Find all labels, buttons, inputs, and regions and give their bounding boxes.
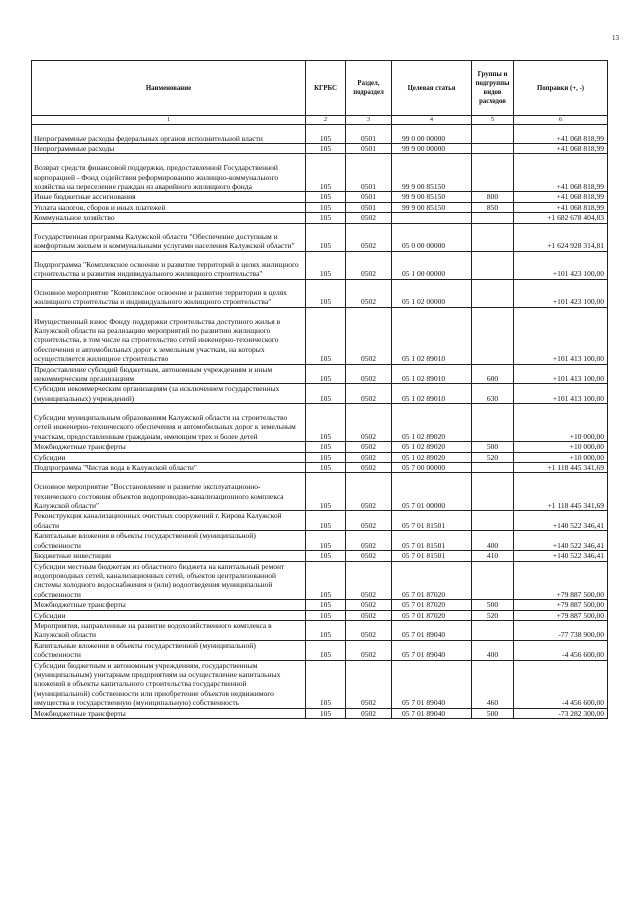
table-row (32, 213, 608, 223)
cell-amount: +79 887 500,00 (514, 610, 608, 620)
column-header-section: Раздел, подраздел (346, 61, 392, 116)
cell-name: Основное мероприятие "Восстановление и развитие эксплуатационно-технического состояния объектов водопроводно-канализационного комплекса Калужской области" (32, 473, 306, 511)
cell-section: 0502 (346, 442, 392, 452)
cell-section: 0502 (346, 511, 392, 531)
cell-amount: +101 413 100,00 (514, 384, 608, 404)
cell-target-article: 05 7 01 87020 (392, 610, 472, 620)
cell-target-article: 99 9 00 85150 (392, 202, 472, 212)
cell-name: Мероприятия, направленные на развитие водохозяйственного комплекса в Калужской области (32, 620, 306, 640)
cell-name: Подпрограмма "Комплексное освоение и развитие территорий в целях жилищного строительства и развития индивидуального жилищного строительства" (32, 251, 306, 279)
cell-name: Подпрограмма "Чистая вода в Калужской области" (32, 463, 306, 473)
cell-name: Непрограммные расходы федеральных органов исполнительной власти (32, 125, 306, 144)
cell-target-article: 05 7 01 00000 (392, 473, 472, 511)
cell-amount: +101 413 100,00 (514, 364, 608, 384)
cell-expense-group: 500 (472, 600, 514, 610)
cell-section: 0502 (346, 223, 392, 251)
cell-section: 0502 (346, 279, 392, 307)
cell-section: 0502 (346, 473, 392, 511)
column-header-group: Группы и подгруппы видов расходов (472, 61, 514, 116)
cell-target-article: 05 7 00 00000 (392, 463, 472, 473)
cell-name: Субсидии некоммерческим организациям (за исключением государственных (муниципальных) учреждений) (32, 384, 306, 404)
column-number: 6 (514, 116, 608, 125)
cell-section: 0502 (346, 600, 392, 610)
cell-kgrbs: 105 (306, 561, 346, 600)
cell-expense-group (472, 511, 514, 531)
table-row (32, 640, 608, 660)
cell-section: 0502 (346, 307, 392, 364)
table-row (32, 442, 608, 452)
cell-target-article: 05 1 02 89010 (392, 364, 472, 384)
table-row (32, 192, 608, 202)
cell-expense-group: 600 (472, 364, 514, 384)
cell-kgrbs: 105 (306, 213, 346, 223)
column-number: 3 (346, 116, 392, 125)
cell-amount: +10 000,00 (514, 452, 608, 462)
column-number: 5 (472, 116, 514, 125)
cell-amount: +1 118 445 341,69 (514, 463, 608, 473)
cell-section: 0501 (346, 154, 392, 192)
cell-name: Межбюджетные трансферты (32, 708, 306, 718)
cell-kgrbs: 105 (306, 708, 346, 718)
cell-amount: +1 682 678 404,83 (514, 213, 608, 223)
cell-target-article: 05 0 00 00000 (392, 223, 472, 251)
cell-expense-group: 400 (472, 640, 514, 660)
cell-name: Основное мероприятие "Комплексное освоение и развитие территории в целях жилищного строительства и индивидуального жилищного строительства" (32, 279, 306, 307)
column-header-kgrbs: КГРБС (306, 61, 346, 116)
cell-expense-group (472, 223, 514, 251)
cell-kgrbs: 105 (306, 452, 346, 462)
table-row (32, 125, 608, 144)
cell-name: Капитальные вложения в объекты государственной (муниципальной) собственности (32, 640, 306, 660)
cell-expense-group: 520 (472, 452, 514, 462)
table-row (32, 511, 608, 531)
cell-kgrbs: 105 (306, 442, 346, 452)
column-number-row (32, 116, 608, 125)
cell-expense-group (472, 620, 514, 640)
cell-section: 0501 (346, 192, 392, 202)
cell-kgrbs: 105 (306, 279, 346, 307)
cell-expense-group (472, 213, 514, 223)
cell-target-article: 05 7 01 81501 (392, 511, 472, 531)
cell-target-article: 99 9 00 85150 (392, 154, 472, 192)
table-row (32, 620, 608, 640)
cell-section: 0502 (346, 640, 392, 660)
cell-amount: +41 068 818,99 (514, 154, 608, 192)
cell-target-article: 05 7 01 89040 (392, 708, 472, 718)
cell-name: Коммунальное хозяйство (32, 213, 306, 223)
cell-section: 0502 (346, 551, 392, 561)
cell-kgrbs: 105 (306, 154, 346, 192)
header-row (32, 61, 608, 116)
cell-section: 0502 (346, 452, 392, 462)
cell-section: 0501 (346, 144, 392, 154)
cell-target-article: 05 7 01 87020 (392, 600, 472, 610)
cell-expense-group: 460 (472, 660, 514, 708)
cell-target-article: 05 1 02 00000 (392, 279, 472, 307)
cell-expense-group: 410 (472, 551, 514, 561)
cell-section: 0502 (346, 620, 392, 640)
cell-expense-group (472, 125, 514, 144)
column-number: 4 (392, 116, 472, 125)
cell-kgrbs: 105 (306, 660, 346, 708)
table-row (32, 202, 608, 212)
cell-amount: +1 118 445 341,69 (514, 473, 608, 511)
table-row (32, 561, 608, 600)
cell-name: Бюджетные инвестиции (32, 551, 306, 561)
cell-target-article: 05 1 02 89010 (392, 384, 472, 404)
table-row (32, 708, 608, 718)
cell-name: Капитальные вложения в объекты государственной (муниципальной) собственности (32, 531, 306, 551)
cell-expense-group (472, 144, 514, 154)
table-row (32, 144, 608, 154)
cell-expense-group (472, 463, 514, 473)
cell-expense-group (472, 561, 514, 600)
cell-amount: +101 423 100,00 (514, 251, 608, 279)
cell-name: Субсидии муниципальным образованиям Калужской области на строительство сетей инженерно-технического обеспечения и автомобильных дорог к земельным участкам, предоставленным гражданам, имеющим трех и более детей (32, 404, 306, 442)
cell-amount: -4 456 600,00 (514, 640, 608, 660)
column-number: 2 (306, 116, 346, 125)
cell-amount: +79 887 500,00 (514, 561, 608, 600)
cell-kgrbs: 105 (306, 144, 346, 154)
cell-section: 0502 (346, 561, 392, 600)
cell-amount: +41 068 818,99 (514, 125, 608, 144)
table-row (32, 364, 608, 384)
cell-target-article: 99 9 00 85150 (392, 192, 472, 202)
table-row (32, 404, 608, 442)
cell-kgrbs: 105 (306, 384, 346, 404)
cell-kgrbs: 105 (306, 223, 346, 251)
table-row (32, 279, 608, 307)
cell-section: 0502 (346, 384, 392, 404)
cell-section: 0502 (346, 708, 392, 718)
cell-target-article: 05 7 01 81501 (392, 551, 472, 561)
cell-expense-group: 500 (472, 442, 514, 452)
table-row (32, 531, 608, 551)
cell-amount: -77 738 900,00 (514, 620, 608, 640)
cell-target-article: 05 1 00 00000 (392, 251, 472, 279)
page-number: 13 (612, 34, 619, 42)
cell-section: 0502 (346, 364, 392, 384)
cell-kgrbs: 105 (306, 125, 346, 144)
table-row (32, 384, 608, 404)
cell-kgrbs: 105 (306, 551, 346, 561)
cell-amount: +41 068 818,99 (514, 192, 608, 202)
cell-target-article: 05 7 01 89040 (392, 640, 472, 660)
table-row (32, 251, 608, 279)
cell-name: Имущественный взнос Фонду поддержки строительства доступного жилья в Калужской области на реализацию мероприятий по развитию жилищного строительства, в том числе на строительство сетей инженерно-технического обеспечения и автомобильных дорог к земельным участкам, на которых осуществляется жилищное строительство (32, 307, 306, 364)
cell-target-article: 05 7 01 89040 (392, 620, 472, 640)
cell-amount: +41 068 818,99 (514, 202, 608, 212)
cell-name: Межбюджетные трансферты (32, 600, 306, 610)
cell-kgrbs: 105 (306, 620, 346, 640)
budget-amendments-table (31, 60, 608, 719)
table-body (32, 125, 608, 719)
cell-name: Уплата налогов, сборов и иных платежей (32, 202, 306, 212)
cell-expense-group: 520 (472, 610, 514, 620)
cell-kgrbs: 105 (306, 364, 346, 384)
cell-expense-group (472, 307, 514, 364)
cell-kgrbs: 105 (306, 531, 346, 551)
cell-target-article: 05 7 01 89040 (392, 660, 472, 708)
cell-expense-group (472, 404, 514, 442)
table-row (32, 307, 608, 364)
table-row (32, 463, 608, 473)
cell-kgrbs: 105 (306, 463, 346, 473)
cell-kgrbs: 105 (306, 404, 346, 442)
cell-expense-group (472, 473, 514, 511)
table-row (32, 473, 608, 511)
column-number: 1 (32, 116, 306, 125)
column-header-target: Целевая статья (392, 61, 472, 116)
table-row (32, 452, 608, 462)
cell-expense-group (472, 279, 514, 307)
cell-amount: +1 624 928 314,81 (514, 223, 608, 251)
cell-kgrbs: 105 (306, 202, 346, 212)
cell-kgrbs: 105 (306, 192, 346, 202)
cell-section: 0502 (346, 404, 392, 442)
cell-expense-group (472, 251, 514, 279)
cell-kgrbs: 105 (306, 307, 346, 364)
cell-section: 0501 (346, 125, 392, 144)
table-row (32, 154, 608, 192)
cell-amount: -4 456 600,00 (514, 660, 608, 708)
cell-name: Межбюджетные трансферты (32, 442, 306, 452)
cell-kgrbs: 105 (306, 610, 346, 620)
table-row (32, 660, 608, 708)
cell-kgrbs: 105 (306, 473, 346, 511)
cell-expense-group: 800 (472, 192, 514, 202)
cell-section: 0502 (346, 463, 392, 473)
cell-name: Субсидии (32, 452, 306, 462)
cell-target-article: 99 9 00 00000 (392, 144, 472, 154)
cell-amount: +41 068 818,99 (514, 144, 608, 154)
cell-target-article: 05 1 02 89020 (392, 404, 472, 442)
cell-amount: +140 522 346,41 (514, 531, 608, 551)
cell-name: Предоставление субсидий бюджетным, автономным учреждениям и иным некоммерческим организациям (32, 364, 306, 384)
cell-kgrbs: 105 (306, 600, 346, 610)
cell-amount: +101 423 100,00 (514, 279, 608, 307)
cell-section: 0502 (346, 610, 392, 620)
cell-target-article: 05 7 01 81501 (392, 531, 472, 551)
cell-kgrbs: 105 (306, 640, 346, 660)
cell-kgrbs: 105 (306, 511, 346, 531)
cell-name: Непрограммные расходы (32, 144, 306, 154)
column-header-name: Наименование (32, 61, 306, 116)
cell-expense-group: 500 (472, 708, 514, 718)
cell-name: Субсидии местным бюджетам из областного бюджета на капитальный ремонт водопроводных сетей, канализационных сетей, объектов централизованной системы холодного водоснабжения и (или) водоотведения муниципальной собственности (32, 561, 306, 600)
cell-target-article: 05 1 02 89020 (392, 442, 472, 452)
cell-amount: -73 282 300,00 (514, 708, 608, 718)
column-header-amount: Поправки (+, -) (514, 61, 608, 116)
cell-target-article: 99 0 00 00000 (392, 125, 472, 144)
cell-section: 0502 (346, 213, 392, 223)
cell-name: Субсидии (32, 610, 306, 620)
table-row (32, 600, 608, 610)
cell-amount: +10 000,00 (514, 442, 608, 452)
cell-expense-group: 400 (472, 531, 514, 551)
cell-section: 0502 (346, 660, 392, 708)
cell-name: Субсидии бюджетным и автономным учреждениям, государственным (муниципальным) унитарным предприятиям на осуществление капитальных вложений в объекты капитального строительства государственной (муниципальной) собственности или приобретение объектов недвижимого имущества в государственную (муниципальную) собственность (32, 660, 306, 708)
table-row (32, 551, 608, 561)
cell-kgrbs: 105 (306, 251, 346, 279)
cell-expense-group (472, 154, 514, 192)
cell-amount: +101 413 100,00 (514, 307, 608, 364)
cell-amount: +140 522 346,41 (514, 551, 608, 561)
cell-expense-group: 850 (472, 202, 514, 212)
cell-target-article: 05 1 02 89020 (392, 452, 472, 462)
cell-section: 0501 (346, 202, 392, 212)
cell-amount: +10 000,00 (514, 404, 608, 442)
table-row (32, 610, 608, 620)
cell-name: Государственная программа Калужской области "Обеспечение доступным и комфортным жильем и коммунальными услугами населения Калужской области" (32, 223, 306, 251)
cell-section: 0502 (346, 251, 392, 279)
cell-name: Реконструкция канализационных очистных сооружений г. Кирова Калужской области (32, 511, 306, 531)
cell-target-article (392, 213, 472, 223)
cell-name: Иные бюджетные ассигнования (32, 192, 306, 202)
cell-amount: +140 522 346,41 (514, 511, 608, 531)
cell-expense-group: 630 (472, 384, 514, 404)
cell-target-article: 05 7 01 87020 (392, 561, 472, 600)
cell-section: 0502 (346, 531, 392, 551)
cell-name: Возврат средств финансовой поддержки, предоставленной Государственной корпорацией - Фонд содействия реформированию жилищно-коммунального хозяйства на переселение граждан из аварийного жилищного фонда (32, 154, 306, 192)
cell-target-article: 05 1 02 89010 (392, 307, 472, 364)
table-row (32, 223, 608, 251)
cell-amount: +79 887 500,00 (514, 600, 608, 610)
